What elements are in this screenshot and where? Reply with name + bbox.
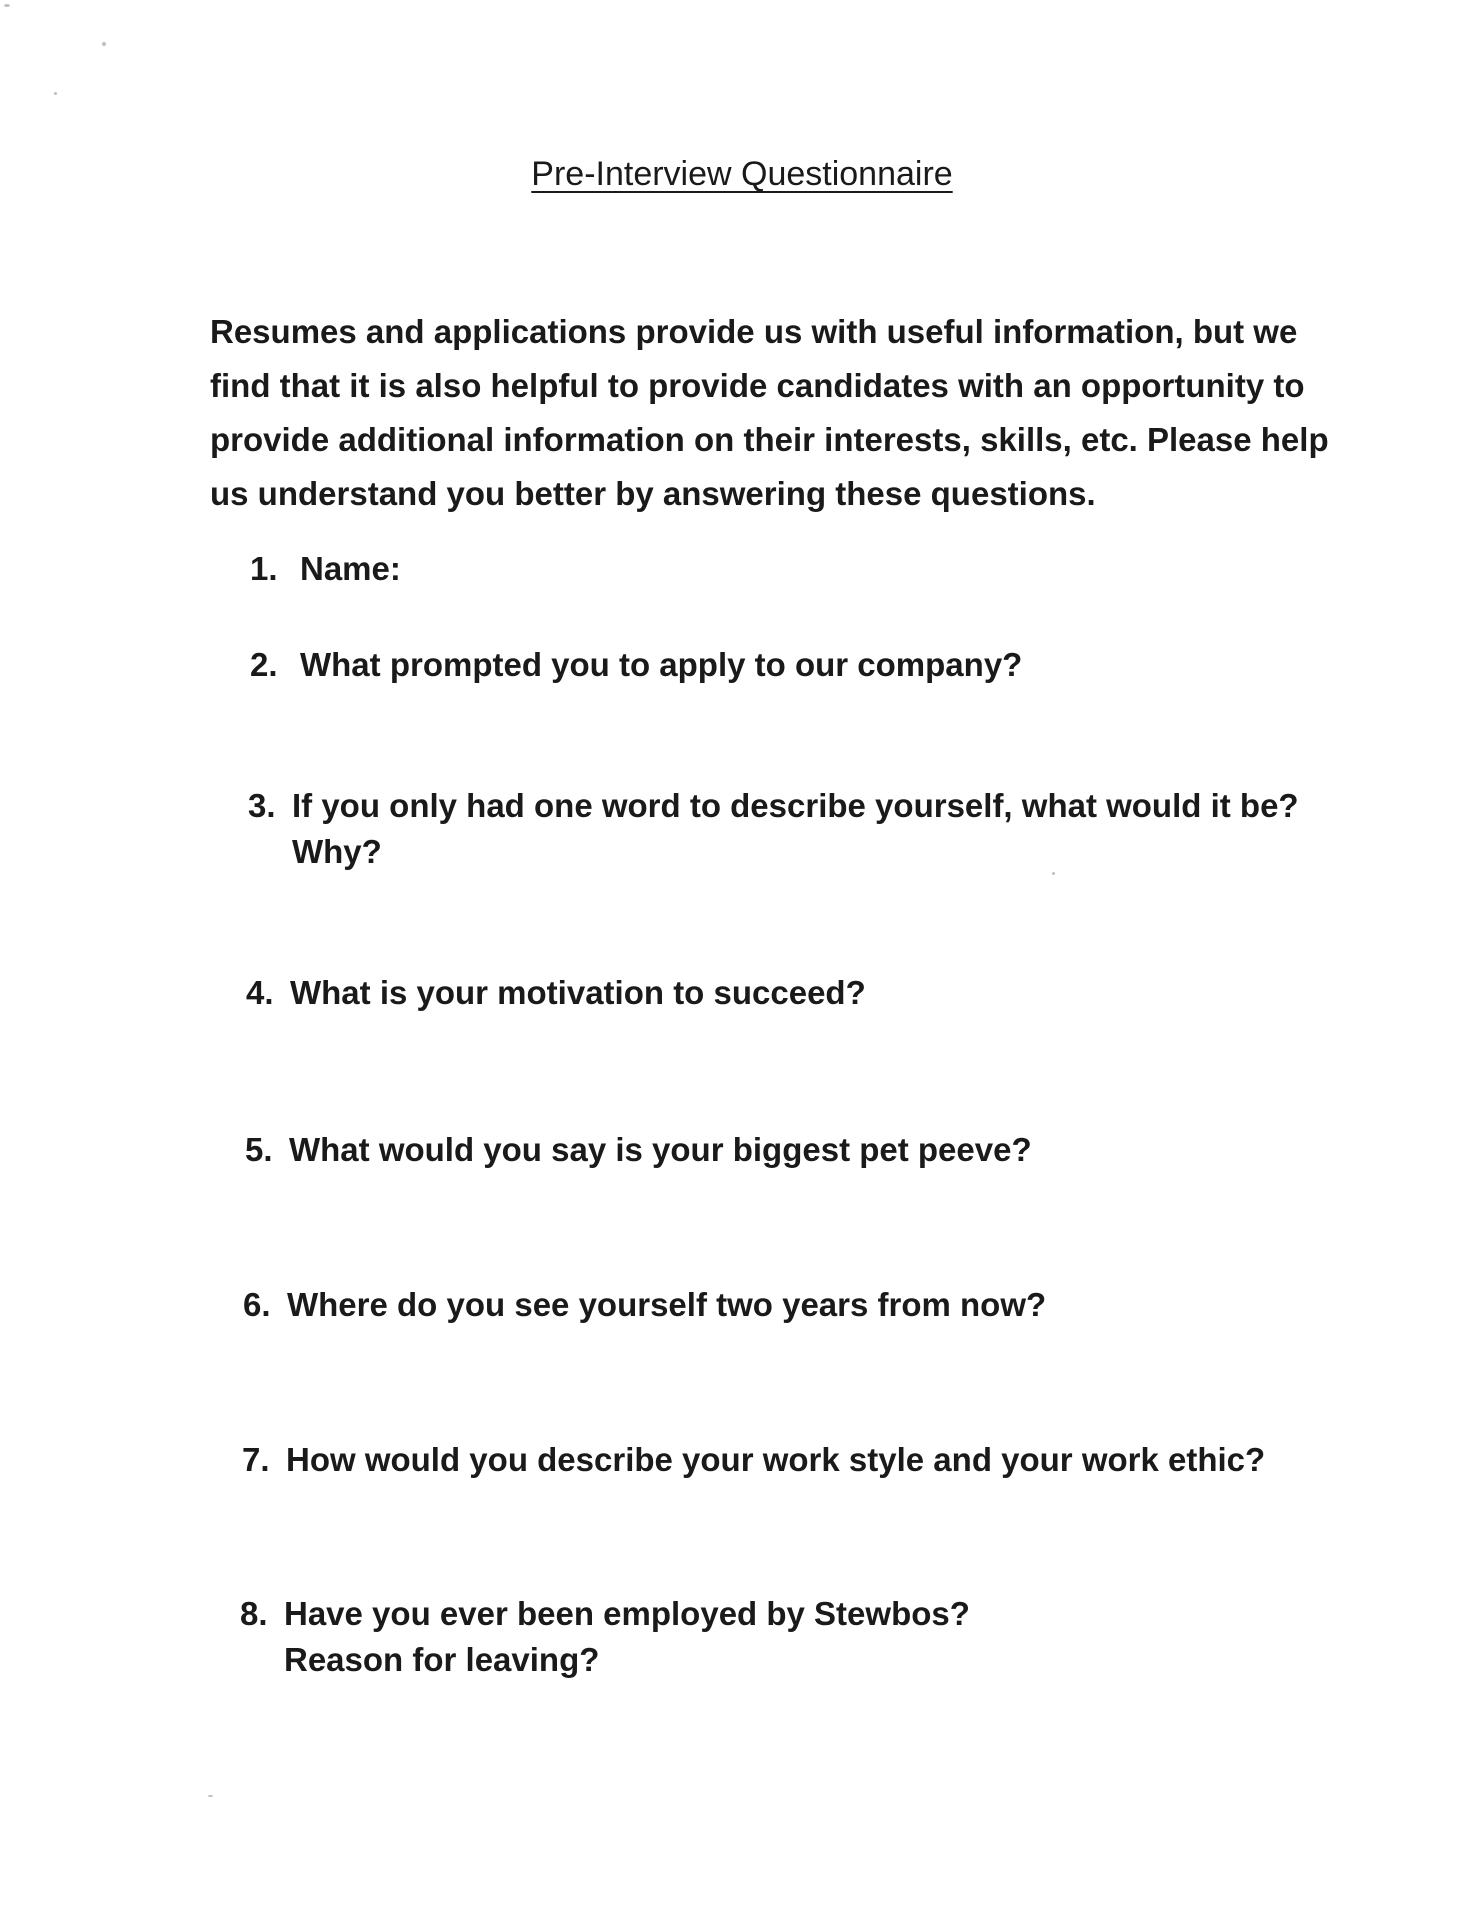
- scan-speck: [1052, 872, 1055, 875]
- document-title: Pre-Interview Questionnaire: [531, 155, 953, 193]
- scan-speck: [4, 4, 10, 7]
- scan-speck: [54, 92, 57, 95]
- question-3: [248, 783, 1299, 875]
- scan-speck: [208, 1795, 213, 1797]
- question-text: Where do you see yourself two years from now?: [287, 1286, 1047, 1323]
- question-text: Reason for leaving?: [284, 1641, 600, 1678]
- question-text: How would you describe your work style and your work ethic?: [286, 1441, 1266, 1478]
- question-number: 6.: [243, 1286, 271, 1323]
- question-number: 5.: [245, 1131, 273, 1168]
- question-text: Why?: [292, 833, 382, 870]
- intro-paragraph: Resumes and applications provide us with useful information, but we find that it is also helpful to provide candidates with an opportunity to provide additional information on their interests, skills, etc. Please help us understand you better by answering these questions.: [210, 313, 1329, 512]
- question-number: 2.: [250, 646, 278, 683]
- scan-speck: [102, 42, 106, 46]
- question-2: [250, 642, 1022, 688]
- question-text: What is your motivation to succeed?: [290, 974, 866, 1011]
- question-text: What prompted you to apply to our company?: [300, 646, 1023, 683]
- question-8: [240, 1591, 970, 1683]
- question-text: If you only had one word to describe yourself, what would it be?: [292, 787, 1299, 824]
- question-6: [243, 1282, 1046, 1328]
- question-text: What would you say is your biggest pet peeve?: [289, 1131, 1032, 1168]
- question-text: Have you ever been employed by Stewbos?: [284, 1595, 970, 1632]
- question-number: 3.: [248, 787, 276, 824]
- question-text: Name:: [300, 550, 401, 587]
- question-number: 8.: [240, 1595, 268, 1632]
- question-number: 4.: [246, 974, 274, 1011]
- question-7: [242, 1437, 1265, 1483]
- question-5: [245, 1127, 1032, 1173]
- question-4: [246, 970, 866, 1016]
- question-number: 1.: [250, 550, 278, 587]
- question-number: 7.: [242, 1441, 270, 1478]
- question-1: [250, 546, 401, 592]
